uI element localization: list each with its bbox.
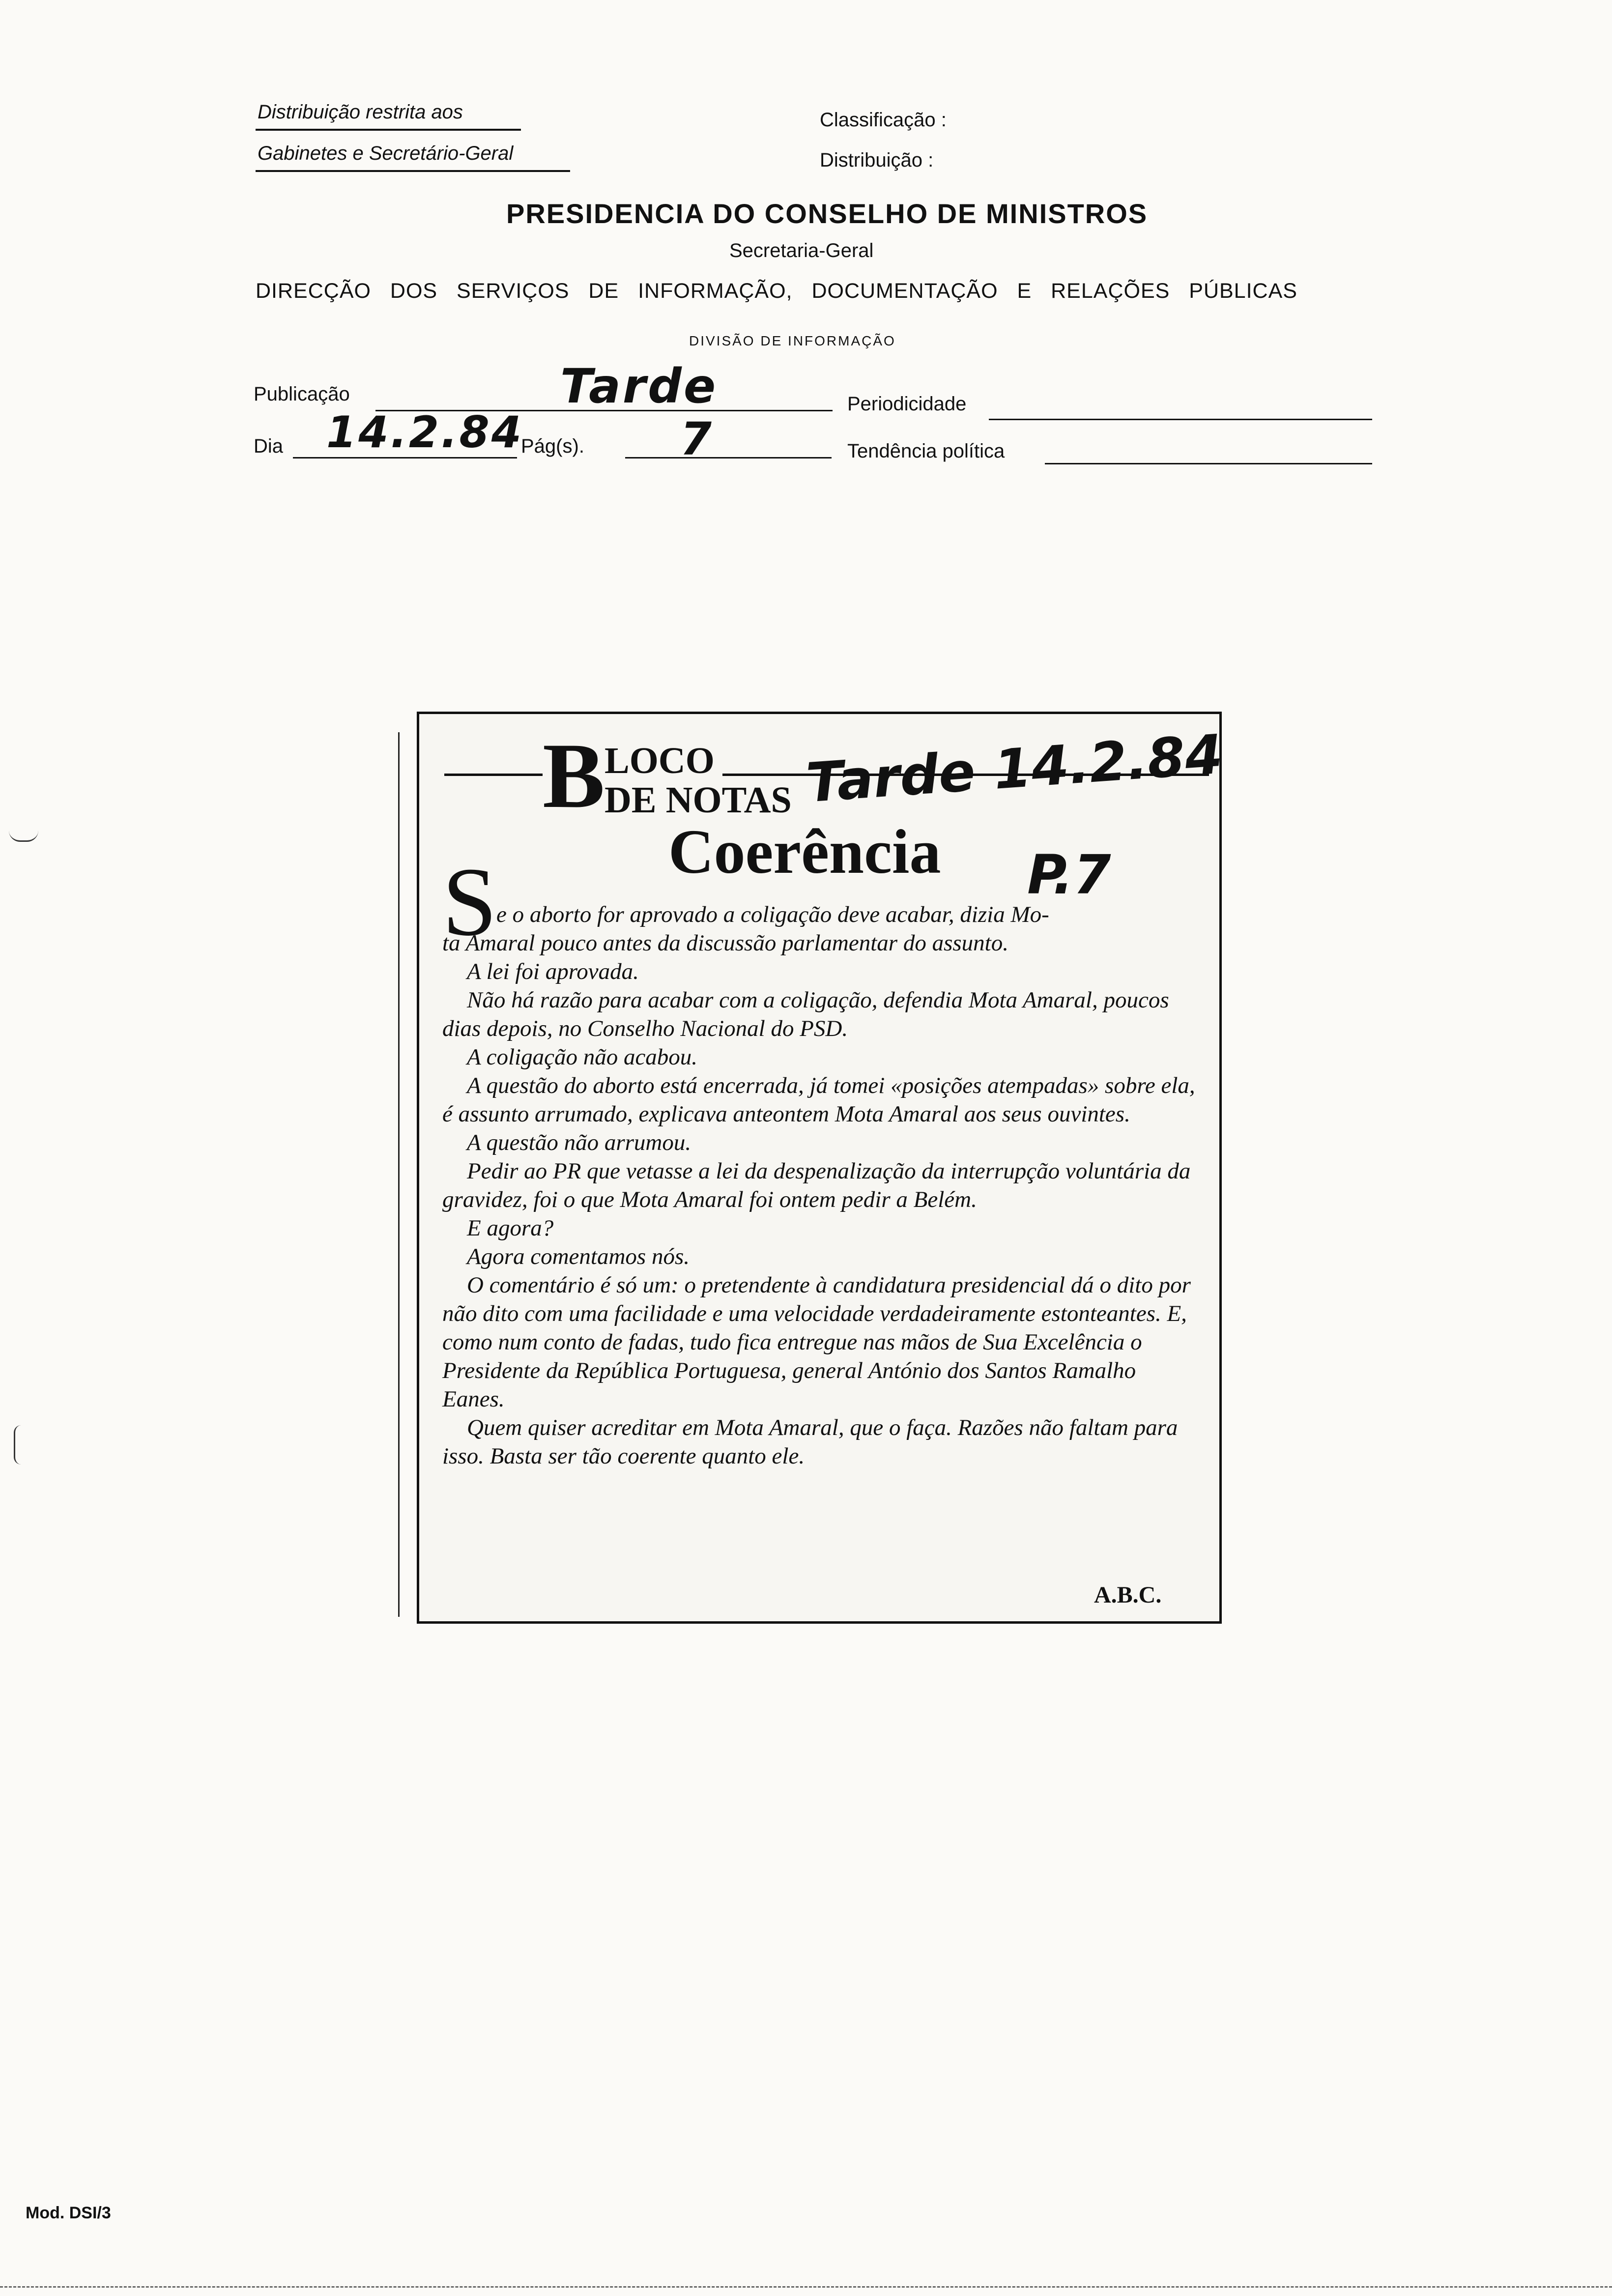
publicacao-label: Publicação (254, 383, 350, 405)
pags-value: 7 (680, 413, 714, 465)
periodicidade-label: Periodicidade (847, 393, 967, 415)
article-paragraph: Quem quiser acreditar em Mota Amaral, que o faça. Razões não faltam para isso. Basta ser tão coerente quanto ele. (442, 1415, 1178, 1469)
clipping-annotation-page: P.7 (1027, 843, 1111, 906)
publicacao-value: Tarde (560, 359, 718, 414)
pags-rule (625, 457, 832, 459)
article-paragraph: O comentário é só um: o pretendente à candidatura presidencial dá o dito por não dito com uma facilidade e uma velocidade verdadeiramente estonteantes. E, como num conto de fadas, tudo fica entregue nas mãos de Sua Excelência o Presidente da República Portuguesa, general António dos Santos Ramalho Eanes. (442, 1272, 1191, 1412)
article-paragraph: A lei foi aprovada. (467, 959, 639, 984)
tendencia-rule (1045, 463, 1372, 464)
distribution-underline-2 (256, 170, 570, 172)
article-headline: Coerência (668, 817, 941, 887)
section-letter: B (543, 724, 605, 828)
section-word-1: LOCO (604, 740, 715, 781)
page-subtitle: Secretaria-Geral (729, 240, 874, 261)
form-model-code: Mod. DSI/3 (26, 2204, 111, 2222)
article-first-line: e o aborto for aprovado a coligação deve acabar, dizia Mo- (496, 902, 1049, 927)
scan-mark (0, 2286, 1612, 2288)
page-title: PRESIDENCIA DO CONSELHO DE MINISTROS (506, 198, 1148, 229)
distribution-line-1: Distribuição restrita aos (258, 101, 463, 123)
dia-value: 14.2.84 (326, 407, 524, 458)
article-paragraph: Não há razão para acabar com a coligação, defendia Mota Amaral, poucos dias depois, no Conselho Nacional do PSD. (442, 987, 1169, 1041)
classificacao-label: Classificação : (820, 109, 947, 131)
scan-mark (14, 1425, 21, 1464)
article-paragraph: E agora? (467, 1215, 554, 1241)
direccao-heading: DIRECÇÃO DOS SERVIÇOS DE INFORMAÇÃO, DOCUMENTAÇÃO E RELAÇÕES PÚBLICAS (256, 279, 1297, 303)
distribuicao-label: Distribuição : (820, 149, 934, 171)
article-paragraph: ta Amaral pouco antes da discussão parlamentar do assunto. (442, 930, 1008, 956)
distribution-underline-1 (256, 129, 521, 131)
article-paragraph: Agora comentamos nós. (467, 1244, 690, 1269)
article-paragraph: A questão não arrumou. (467, 1130, 691, 1155)
article-body (442, 929, 1199, 1470)
distribution-line-2: Gabinetes e Secretário-Geral (258, 143, 514, 164)
periodicidade-rule (989, 419, 1372, 420)
article-signature: A.B.C. (1094, 1582, 1162, 1608)
clipping-edge (398, 732, 400, 1617)
pags-label: Pág(s). (521, 435, 584, 457)
section-rule-left (444, 774, 543, 776)
scan-mark (9, 831, 38, 842)
article-paragraph: A questão do aborto está encerrada, já tomei «posições atempadas» sobre ela, é assunto arrumado, explicava anteontem Mota Amaral aos seus ouvintes. (442, 1073, 1195, 1127)
article-paragraph: A coligação não acabou. (467, 1044, 698, 1070)
tendencia-label: Tendência política (847, 440, 1005, 462)
article-paragraph: Pedir ao PR que vetasse a lei da despenalização da interrupção voluntária da gravidez, foi o que Mota Amaral foi ontem pedir a Belém. (442, 1158, 1191, 1212)
clipping-annotation-date: Tarde 14.2.84 (804, 722, 1225, 815)
article-dropcap: S (442, 848, 497, 956)
section-word-2: DE NOTAS (604, 779, 792, 821)
dia-label: Dia (254, 435, 284, 457)
divisao-heading: DIVISÃO DE INFORMAÇÃO (689, 333, 896, 348)
